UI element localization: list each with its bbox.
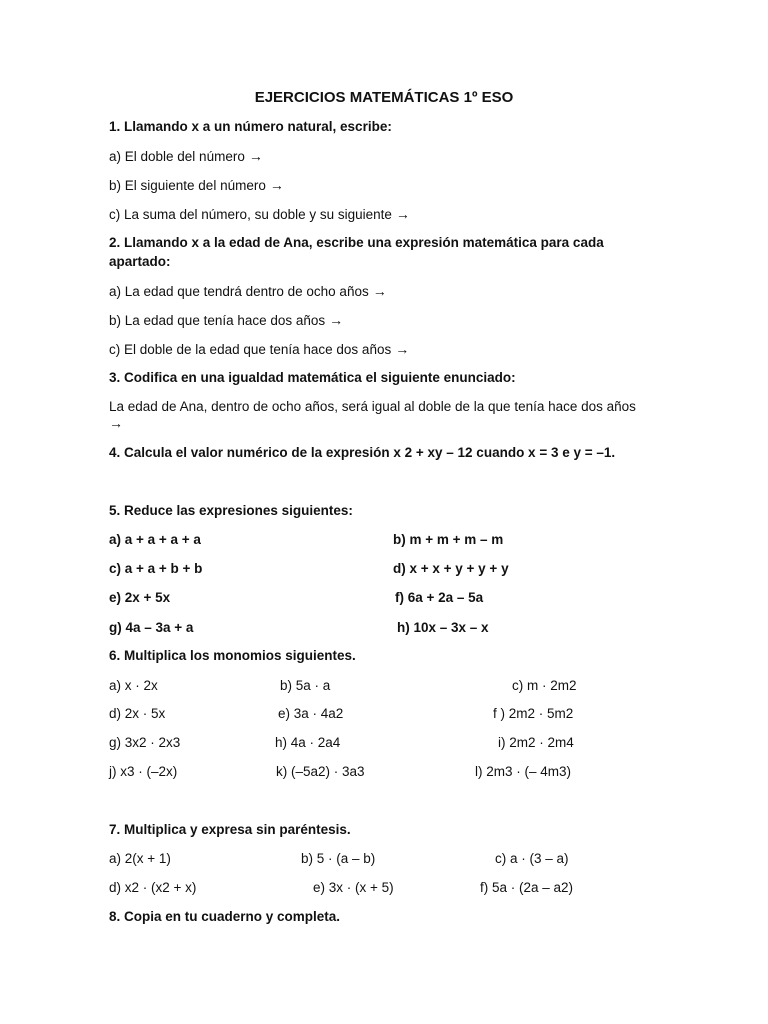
q7-item: d) x2 · (x2 + x) xyxy=(109,880,197,895)
q5-item: b) m + m + m – m xyxy=(393,532,504,547)
q5-item: f) 6a + 2a – 5a xyxy=(395,590,484,605)
arrow-right-icon: → xyxy=(372,283,387,299)
q6-item: l) 2m3 · (– 4m3) xyxy=(475,764,572,779)
q3-arrow-line xyxy=(109,414,123,433)
q5-heading: 5. Reduce las expresiones siguientes: xyxy=(109,503,353,518)
q3-text: La edad de Ana, dentro de ocho años, será igual al doble de la que tenía hace dos años xyxy=(109,399,636,414)
q2-item-c: c) El doble de la edad que tenía hace dos años → xyxy=(109,341,410,357)
q7-item: e) 3x · (x + 5) xyxy=(313,880,394,895)
q5-item: d) x + x + y + y + y xyxy=(393,561,509,576)
q6-item: e) 3a · 4a2 xyxy=(278,706,344,721)
q4-heading: 4. Calcula el valor numérico de la expresión x 2 + xy – 12 cuando x = 3 e y = –1. xyxy=(109,445,616,460)
q6-item: k) (–5a2) · 3a3 xyxy=(276,764,365,779)
q1-heading: 1. Llamando x a un número natural, escribe: xyxy=(109,119,392,134)
document-title: EJERCICIOS MATEMÁTICAS 1º ESO xyxy=(254,89,514,106)
q7-heading: 7. Multiplica y expresa sin paréntesis. xyxy=(109,822,351,837)
q6-item: d) 2x · 5x xyxy=(109,706,166,721)
q6-item: a) x · 2x xyxy=(109,678,158,693)
q2-item-a: a) La edad que tendrá dentro de ocho años → xyxy=(109,283,387,299)
q6-item: c) m · 2m2 xyxy=(512,678,577,693)
q5-item: h) 10x – 3x – x xyxy=(397,620,489,635)
q5-item: e) 2x + 5x xyxy=(109,590,171,605)
arrow-right-icon: → xyxy=(269,177,284,193)
q2-heading-line2: apartado: xyxy=(109,254,171,269)
q1-item-a: a) El doble del número → xyxy=(109,148,263,164)
q6-item: b) 5a · a xyxy=(280,678,331,693)
q2-item-b: b) La edad que tenía hace dos años → xyxy=(109,312,344,328)
q1-item-b: b) El siguiente del número → xyxy=(109,177,284,193)
arrow-right-icon: → xyxy=(248,148,263,164)
q8-heading: 8. Copia en tu cuaderno y completa. xyxy=(109,909,341,924)
q5-item: g) 4a – 3a + a xyxy=(109,620,194,635)
q1-item-c: c) La suma del número, su doble y su siguiente → xyxy=(109,206,410,222)
q7-item: f) 5a · (2a – a2) xyxy=(480,880,574,895)
arrow-right-icon: → xyxy=(395,206,410,222)
q6-heading: 6. Multiplica los monomios siguientes. xyxy=(109,648,356,663)
q6-item: g) 3x2 · 2x3 xyxy=(109,735,181,750)
q6-item: f ) 2m2 · 5m2 xyxy=(493,706,574,721)
q5-item: a) a + a + a + a xyxy=(109,532,201,547)
q2-heading-line1: 2. Llamando x a la edad de Ana, escribe una expresión matemática para cada xyxy=(109,235,604,250)
arrow-right-icon: → xyxy=(109,415,123,431)
q6-item: h) 4a · 2a4 xyxy=(275,735,341,750)
q3-heading: 3. Codifica en una igualdad matemática el siguiente enunciado: xyxy=(109,370,516,385)
q7-item: c) a · (3 – a) xyxy=(495,851,569,866)
q7-item: b) 5 · (a – b) xyxy=(301,851,376,866)
q7-item: a) 2(x + 1) xyxy=(109,851,171,866)
q6-item: j) x3 · (–2x) xyxy=(109,764,178,779)
q5-item: c) a + a + b + b xyxy=(109,561,203,576)
arrow-right-icon: → xyxy=(395,341,410,357)
arrow-right-icon: → xyxy=(329,312,344,328)
q6-item: i) 2m2 · 2m4 xyxy=(498,735,574,750)
